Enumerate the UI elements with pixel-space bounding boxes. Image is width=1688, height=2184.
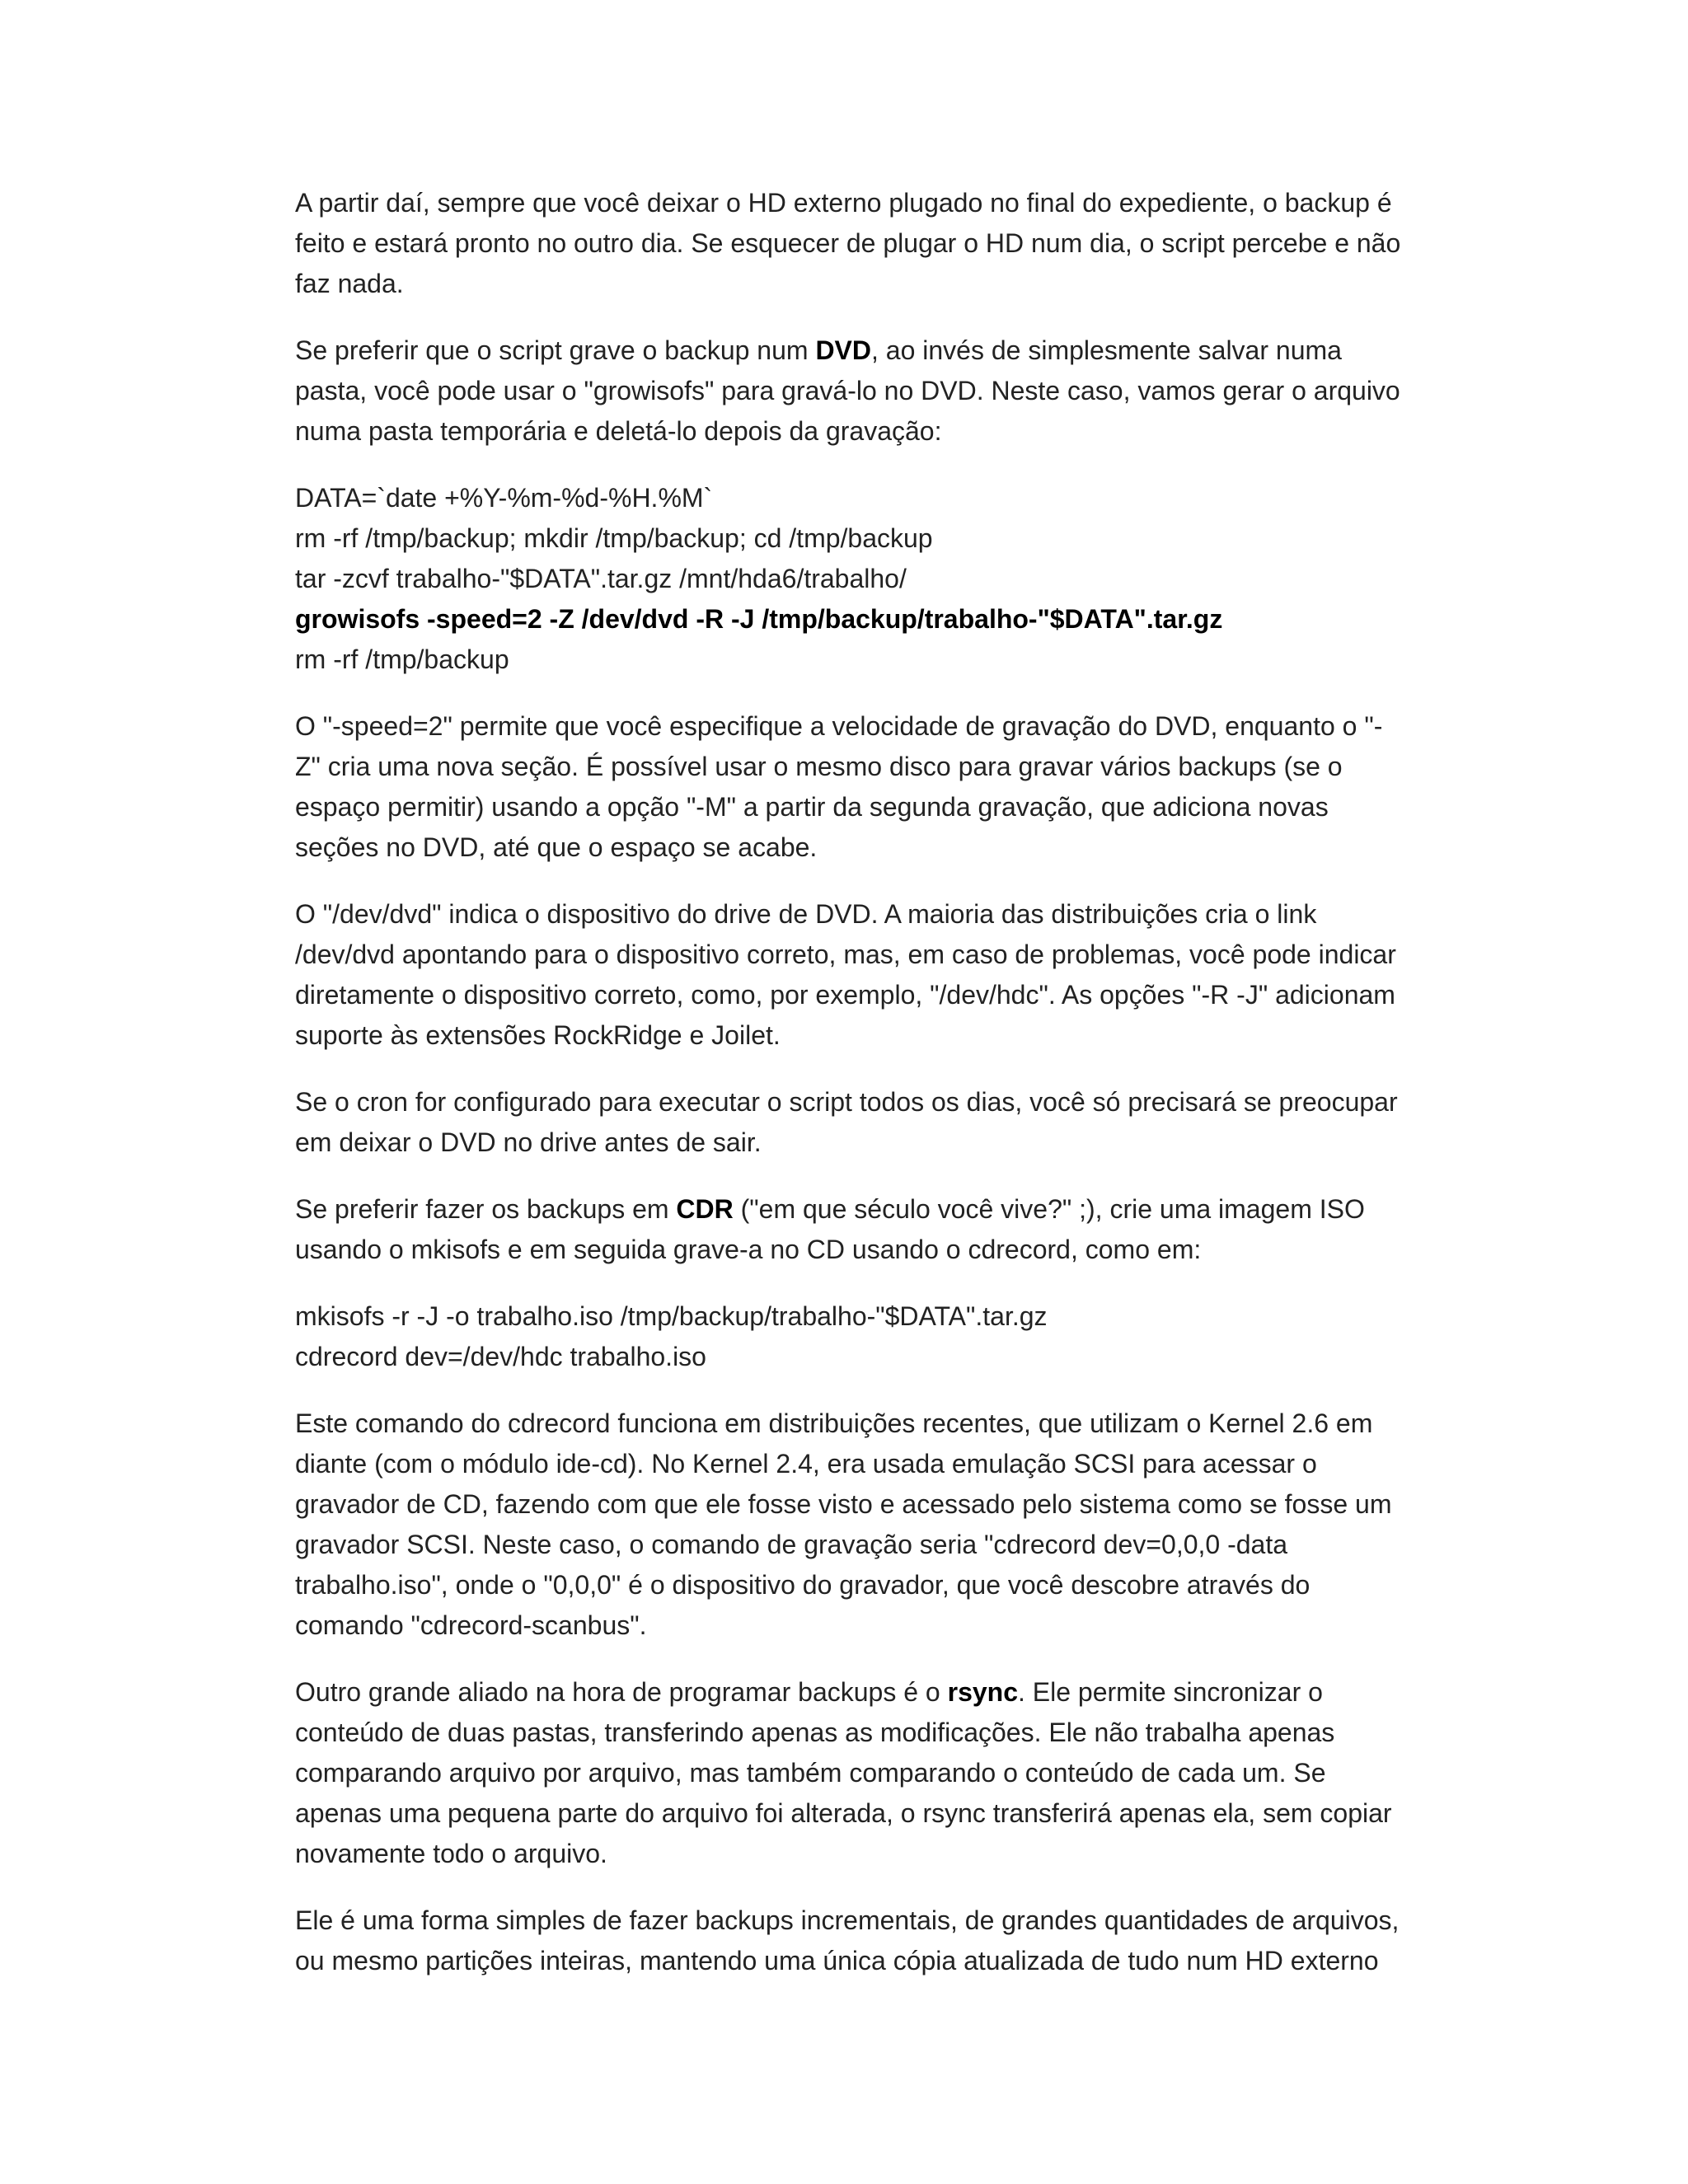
code-line-growisofs: growisofs -speed=2 -Z /dev/dvd -R -J /tmp/backup/trabalho-"$DATA".tar.gz (295, 604, 1223, 634)
paragraph-dvd-intro-rest: , ao invés de simplesmente salvar numa pasta, você pode usar o "growisofs" para gravá-lo no DVD. Neste caso, vamos gerar o arquivo numa pasta temporária e deletá-lo depois da gravação: (295, 335, 1400, 446)
term-dvd: DVD (815, 335, 871, 365)
paragraph-rsync-text: Outro grande aliado na hora de programar backups é o (295, 1677, 948, 1707)
code-line-tar: tar -zcvf trabalho-"$DATA".tar.gz /mnt/hda6/trabalho/ (295, 564, 907, 593)
code-block-growisofs (295, 478, 1408, 680)
paragraph-rsync (295, 1672, 1408, 1874)
code-line-rm-mkdir: rm -rf /tmp/backup; mkdir /tmp/backup; cd /tmp/backup (295, 523, 933, 553)
paragraph-dvd-intro-text: Se preferir que o script grave o backup num (295, 335, 816, 365)
paragraph-kernel: Este comando do cdrecord funciona em distribuições recentes, que utilizam o Kernel 2.6 em diante (com o módulo ide-cd). No Kernel 2.4, era usada emulação SCSI para acessar o gravador de CD, fazendo com que ele fosse visto e acessado pelo sistema como se fosse um gravador SCSI. Neste caso, o comando de gravação seria "cdrecord dev=0,0,0 -data trabalho.iso", onde o "0,0,0" é o dispositivo do gravador, que você descobre através do comando "cdrecord-scanbus". (295, 1408, 1392, 1640)
paragraph-cron: Se o cron for configurado para executar o script todos os dias, você só precisará se preocupar em deixar o DVD no drive antes de sair. (295, 1087, 1398, 1157)
paragraph-speed: O "-speed=2" permite que você especifique a velocidade de gravação do DVD, enquanto o "-Z" cria uma nova seção. É possível usar o mesmo disco para gravar vários backups (se o espaço permitir) usando a opção "-M" a partir da segunda gravação, que adiciona novas seções no DVD, até que o espaço se acabe. (295, 711, 1383, 862)
term-rsync: rsync (947, 1677, 1018, 1707)
paragraph-incremental: Ele é uma forma simples de fazer backups incrementais, de grandes quantidades de arquivos, ou mesmo partições inteiras, mantendo uma única cópia atualizada de tudo num HD externo (295, 1905, 1400, 1975)
document-page (295, 183, 1408, 2008)
paragraph-cdr-text: Se preferir fazer os backups em (295, 1194, 677, 1224)
paragraph-cdr-rest: ("em que século você vive?" ;), crie uma imagem ISO usando o mkisofs e em seguida grave-a no CD usando o cdrecord, como em: (295, 1194, 1365, 1264)
code-line-rm: rm -rf /tmp/backup (295, 644, 509, 674)
paragraph-dev-dvd: O "/dev/dvd" indica o dispositivo do drive de DVD. A maioria das distribuições cria o link /dev/dvd apontando para o dispositivo correto, mas, em caso de problemas, você pode indicar diretamente o dispositivo correto, como, por exemplo, "/dev/hdc". As opções "-R -J" adicionam suporte às extensões RockRidge e Joilet. (295, 899, 1396, 1050)
code-block-cdrecord (295, 1296, 1408, 1377)
code-line-mkisofs: mkisofs -r -J -o trabalho.iso /tmp/backup/trabalho-"$DATA".tar.gz (295, 1301, 1048, 1331)
paragraph-dvd-intro (295, 330, 1408, 452)
paragraph-rsync-rest: . Ele permite sincronizar o conteúdo de duas pastas, transferindo apenas as modificações. Ele não trabalha apenas comparando arquivo por arquivo, mas também comparando o conteúdo de cada um. Se apenas uma pequena parte do arquivo foi alterada, o rsync transferirá apenas ela, sem copiar novamente todo o arquivo. (295, 1677, 1392, 1868)
code-line-date: DATA=`date +%Y-%m-%d-%H.%M` (295, 483, 713, 513)
term-cdr: CDR (676, 1194, 734, 1224)
paragraph-cdr (295, 1189, 1408, 1270)
code-line-cdrecord: cdrecord dev=/dev/hdc trabalho.iso (295, 1342, 706, 1371)
paragraph-hd-externo: A partir daí, sempre que você deixar o HD externo plugado no final do expediente, o backup é feito e estará pronto no outro dia. Se esquecer de plugar o HD num dia, o script percebe e não faz nada. (295, 188, 1401, 298)
